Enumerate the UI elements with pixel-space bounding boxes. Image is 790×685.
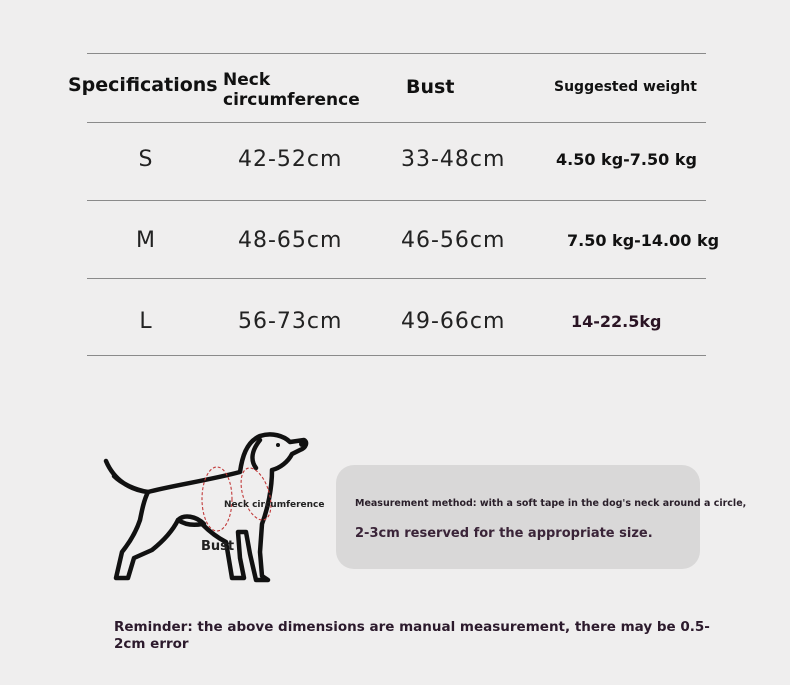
neck-circumference-label: Neck circumference (224, 500, 325, 510)
row-s-neck: 42-52cm (238, 147, 343, 172)
row-m-weight: 7.50 kg-14.00 kg (567, 231, 720, 250)
measurement-method-box (336, 465, 700, 569)
bust-label: Bust (201, 539, 235, 554)
row-m-neck: 48-65cm (238, 228, 343, 253)
header-suggested-weight: Suggested weight (554, 79, 697, 95)
row-l-weight: 14-22.5kg (571, 312, 662, 331)
row-rule-s (87, 200, 706, 201)
row-m-size: M (136, 228, 156, 253)
row-m-bust: 46-56cm (401, 228, 506, 253)
row-rule-l (87, 355, 706, 356)
reminder-note: Reminder: the above dimensions are manual measurement, there may be 0.5-2cm error (114, 619, 710, 652)
row-s-bust: 33-48cm (401, 147, 506, 172)
header-neck-circumference: Neck circumference (223, 70, 360, 110)
measurement-method-line-2: 2-3cm reserved for the appropriate size. (355, 526, 653, 541)
header-rule (87, 122, 706, 123)
header-specifications: Specifications (68, 74, 218, 96)
row-l-size: L (139, 309, 153, 334)
row-rule-m (87, 278, 706, 279)
row-l-bust: 49-66cm (401, 309, 506, 334)
row-l-neck: 56-73cm (238, 309, 343, 334)
row-s-size: S (138, 147, 154, 172)
table-top-rule (87, 53, 706, 54)
measurement-method-line-1: Measurement method: with a soft tape in the dog's neck around a circle, (355, 498, 747, 509)
row-s-weight: 4.50 kg-7.50 kg (556, 150, 697, 169)
header-bust: Bust (406, 76, 455, 98)
